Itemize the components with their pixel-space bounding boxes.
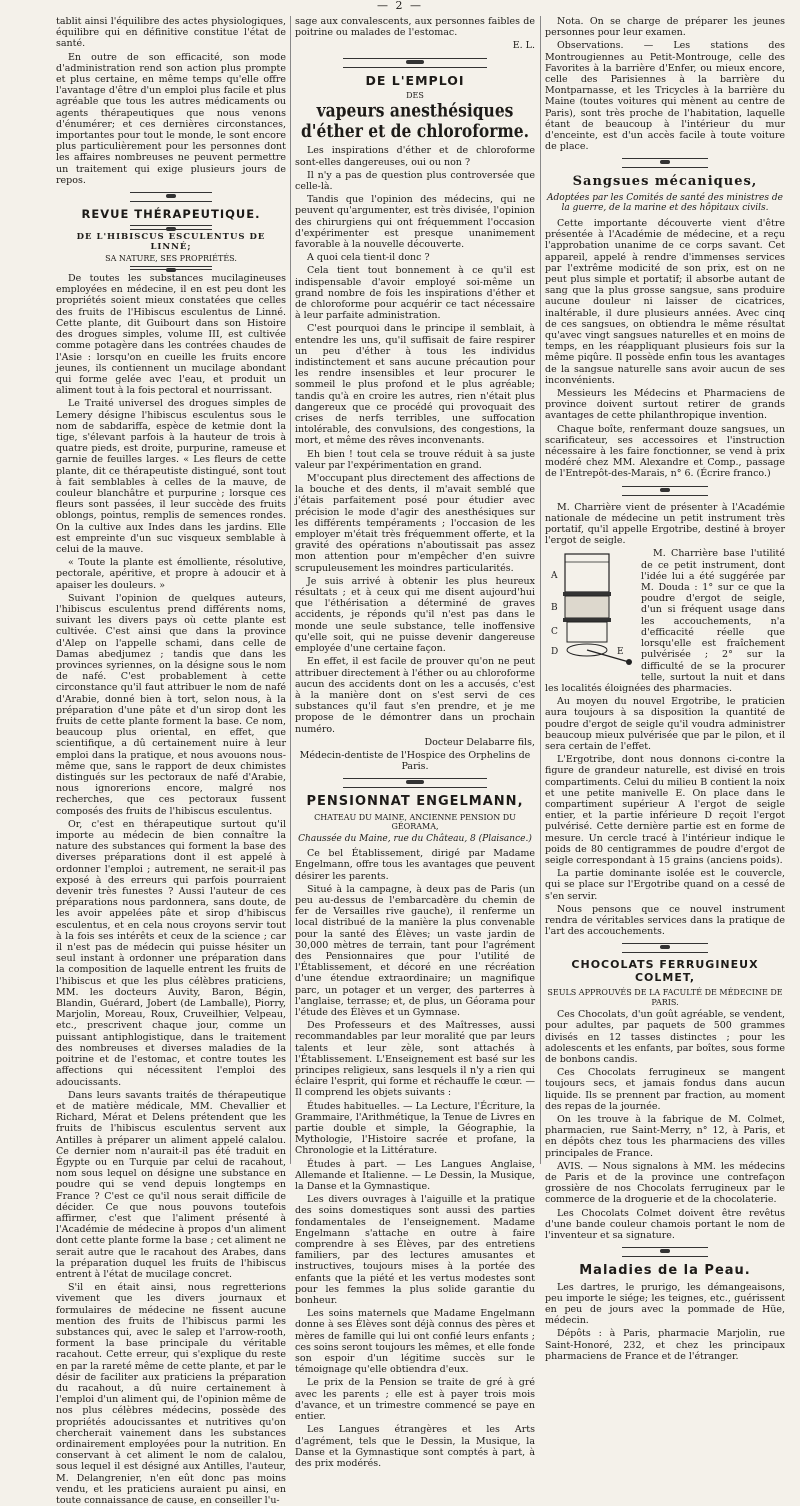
paragraph: Or, c'est en thérapeutique surtout qu'il importe au médecin de bien connaître la nature des substances qui forment la base des diverses préparations dont il est appelé à ordonner l'emploi ; autrement, ne serait-il pas exposé à des erreurs qui parfois pourraient devenir très funestes ? Aussi l'auteur de ces préparations nous pardonnera, sans doute, de les avoir appelées pâte et sirop d'hibiscus esculentus, et en cela nous croyons servir tout à la fois ses intérêts et ceux de la science ; car il n'est pas de médecin qui puisse hésiter un seul instant à ordonner une préparation dans la composition de laquelle entrent les fruits de l'hibiscus et que les plus célèbres praticiens, MM. les docteurs Auvity, Baron, Bégin, Blandin, Guérard, Jobert (de Lamballe), Piorry, Marjolin, Moreau, Roux, Cruveilhier, Velpeau, etc., prescrivent chaque jour, comme un puissant antiphlogistique, dans le traitement des nombreuses et diverses maladies de la poitrine et de l'estomac, et contre toutes les affections qui nécessitent l'emploi des adoucissants. (56, 818, 286, 1088)
paragraph: C'est pourquoi dans le principe il semblait, à entendre les uns, qu'il suffisait de faire respirer un peu d'éther à tous les individus indistinctement et sans aucune précaution pour les rendre insensibles et leur procurer le sommeil le plus profond et le plus agréable; tandis qu'à en croire les autres, rien n'était plus dangereux que ce procédé qui provoquait des crises de nerfs terribles, une suffocation intolérable, des convulsions, des congestions, la mort, et même des rêves inconvenants. (295, 323, 535, 447)
fig-label-c: C (551, 627, 558, 638)
paragraph: L'Ergotribe, dont nous donnons ci-contre la figure de grandeur naturelle, est divisé en trois compartiments. Celui du milieu B contient la noix et une petite manivelle E. On place dans le compartiment supérieur A l'ergot de seigle entier, et la partie inférieure D reçoit l'ergot pulvérisé. Cette dernière partie est en forme de mesure. Un cercle tracé à l'intérieur indique le poids de 80 centigrammes de poudre d'ergot de seigle correspondant à 15 grains (anciens poids). (545, 754, 785, 866)
paragraph: Nous pensons que ce nouvel instrument rendra de véritables services dans la pratique de l'art des accouchements. (545, 903, 785, 938)
paragraph: Suivant l'opinion de quelques auteurs, l'hibiscus esculentus prend différents noms, suivant les divers pays où cette plante est cultivée. C'est ainsi que dans la province d'Alep on l'appelle schami, dans celle de Damas abedjumez ; tandis que dans les provinces syriennes, on la désigne sous le nom de nafé. C'est probablement à cette circonstance qu'il faut attribuer le nom de nafé d'Arabie, donné bien à tort, selon nous, à la préparation d'une pâte et d'un sirop dont les fruits de cette plante forment la base. Ce nom, beaucoup plus oriental, en effet, que scientifique, a dû certainement nuire à leur emploi dans la pratique, et nous avouons nous-même que, sans le rapport de deux chimistes distingués sur les pectoraux de nafé d'Arabie, nous ignorerions encore, malgré nos recherches, que ces pectoraux fussent composés des fruits de l'hibiscus esculentus. (56, 592, 286, 817)
section-title-peau: Maladies de la Peau. (579, 1263, 751, 1279)
paragraph: Ce bel Établissement, dirigé par Madame Engelmann, offre tous les avantages que peuvent désirer les parents. (295, 848, 535, 882)
signature: E. L. (512, 40, 535, 52)
paragraph: Les inspirations d'éther et de chloroforme sont-elles dangereuses, oui ou non ? (295, 145, 535, 168)
paragraph: Dans leurs savants traités de thérapeutique et de matière médicale, MM. Chevallier et Richard, Mérat et Delens prétendent que les fruits de l'hibiscus esculentus servent aux Antilles à préparer un aliment appelé calalou. Ce dernier nom n'aurait-il pas été traduit en Égypte ou en Turquie par celui de racahout, nom sous lequel on désigne une substance en poudre qui se vend depuis longtemps en France ? C'est ce qu'il nous serait difficile de décider. Ce que nous pouvons toutefois affirmer, c'est que l'aliment présenté à l'Académie de médecine à propos d'un aliment dont cette plante forme la base ; cet aliment ne serait autre que le racahout des Arabes, dans la préparation duquel les fruits de l'hibiscus entrent à l'état de mucilage concret. (56, 1089, 286, 1280)
paragraph: En outre de son efficacité, son mode d'administration rend son action plus prompte et plus certaine, en même temps qu'elle offre l'avantage d'être d'un emploi plus facile et plus agréable que tous les autres médicaments ou agents thérapeutiques que nous venons d'énumérer; et ces dernières circonstances, importantes pour tout le monde, le sont encore plus particulièrement pour les personnes dont les affaires nombreuses ne peuvent permettre un traitement qui exige plusieurs jours de repos. (56, 51, 286, 186)
paragraph: tablit ainsi l'équilibre des actes physiologiques, équilibre qui en définitive constitue l'état de santé. (56, 16, 286, 50)
section-title-revue: REVUE THÉRAPEUTIQUE. (81, 207, 261, 222)
section-subtitle: Adoptées par les Comités de santé des ministres de la guerre, de la marine et des hôpitaux civils. (547, 192, 783, 214)
fig-label-e: E (617, 647, 624, 658)
paragraph: Les Chocolats Colmet doivent être revêtus d'une bande couleur chamois portant le nom de l'inventeur et sa signature. (545, 1207, 785, 1242)
paragraph: M. Charrière vient de présenter à l'Académie nationale de médecine un petit instrument très portatif, qu'il appelle Ergotribe, destiné à broyer l'ergot de seigle. (545, 501, 785, 547)
paragraph: Études habituelles. — La Lecture, l'Écriture, la Grammaire, l'Arithmétique, la Tenue de Livres en partie double et simple, la Géographie, la Mythologie, l'Histoire sacrée et profane, la Chronologie et la Littérature. (295, 1100, 535, 1157)
paragraph: Ces Chocolats, d'un goût agréable, se vendent, pour adultes, par paquets de 500 grammes divisés en 12 tasses distinctes ; pour les adolescents et les enfants, par boîtes, sous forme de bonbons candis. (545, 1009, 785, 1065)
rule-divider (130, 266, 213, 270)
paragraph: « Toute la plante est émolliente, résolutive, pectorale, apéritive, et propre à adoucir et à apaiser les douleurs. » (56, 557, 286, 591)
ornament-divider (622, 486, 708, 496)
section-title-des: DES (406, 91, 424, 101)
ornament-divider (622, 943, 708, 953)
column-2 (295, 16, 535, 1469)
column-3 (545, 16, 785, 1362)
section-subtitle: SEULS APPROUVÉS DE LA FACULTÉ DE MÉDECINE DE PARIS. (547, 988, 783, 1007)
paragraph: Cela tient tout bonnement à ce qu'il est indispensable d'avoir employé soi-même un grand nombre de fois les inspirations d'éther et de chloroforme pour acquérir ce tact nécessaire à leur parfaite administration. (295, 265, 535, 322)
paragraph: S'il en était ainsi, nous regretterions vivement que les divers journaux et formulaires de médecine ne fissent aucune mention des fruits de l'hibiscus parmi les substances qui, avec le salep et l'arrow-rooth, forment la base principale du véritable racahout. Cette erreur, qui s'explique du reste en par la rareté même de cette plante, et par le désir de faciliter aux praticiens la préparation du racahout, a dû nuire certainement à l'emploi d'un aliment qui, de l'opinion même de nos plus célèbres médecins, possède des propriétés adoucissantes et nutritives qu'on chercherait vainement dans les substances ordinairement employées pour la nutrition. En conservant à cet aliment le nom de calalou, sous lequel il est désigné aux Antilles, l'auteur, M. Delangrenier, n'en eût donc pas moins vendu, et les praticiens auraient pu ainsi, en toute connaissance de cause, en conseiller l'u- (56, 1282, 286, 1506)
paragraph: Au moyen du nouvel Ergotribe, le praticien aura toujours à sa disposition la quantité de poudre d'ergot de seigle qu'il voudra administrer beaucoup mieux pulvérisée que par le pilon, et il sera certain de l'effet. (545, 696, 785, 752)
paragraph: M'occupant plus directement des affections de la bouche et des dents, il m'avait semblé que j'étais parfaitement posé pour étudier avec précision le mode d'agir des anesthésiques sur les différents tempéraments ; l'occasion de les employer m'était très fréquemment offerte, et la gravité des opérations n'aboutissait pas assez mon attention pour m'empêcher d'en suivre scrupuleusement les moindres particularités. (295, 473, 535, 574)
paragraph: AVIS. — Nous signalons à MM. les médecins de Paris et de la province une contrefaçon grossière de nos Chocolats ferrugineux par le commerce de la droguerie et de la chocolaterie. (545, 1160, 785, 1206)
ergotribe-figure (545, 550, 635, 670)
paragraph: Cette importante découverte vient d'être présentée à l'Académie de médecine, et a reçu l'approbation unanime de ce corps savant. Cet appareil, appelé à rendre d'immenses services par l'extrême modicité de son prix, est on ne peut plus simple et portatif; il absorbe autant de sang que la plus grosse sangsue, sans produire aucune douleur ni laisser de cicatrices, inaltérable, il dure plusieurs années. Avec cinq de ces sangsues, on obtiendra le même résultat qu'avec vingt sangsues naturelles et en moins de temps, en les réappliquant plusieurs fois sur la même piqûre. Il possède enfin tous les avantages de la sangsue naturelle sans avoir aucun de ses inconvénients. (545, 217, 785, 386)
paragraph: Situé à la campagne, à deux pas de Paris (un peu au-dessus de l'embarcadère du chemin de fer de Versailles rive gauche), il renferme un local distribué de la manière la plus convenable pour la santé des Élèves; un vaste jardin de 30,000 mètres de terrain, tant pour l'agrément des Pensionnaires que pour l'utilité de l'Établissement, et décoré en une récréation d'une étendue extraordinaire; un magnifique parc, un potager et un verger, des parterres à l'anglaise, terrasse; et, de plus, un Géorama pour l'étude des Élèves et un Gymnase. (295, 883, 535, 1018)
paragraph: La partie dominante isolée est le couvercle, qui se place sur l'Ergotribe quand on a cessé de s'en servir. (545, 868, 785, 902)
column-rule (290, 16, 291, 1164)
paragraph: Le Traité universel des drogues simples de Lemery désigne l'hibiscus esculentus sous le nom de sabdariffa, espèce de ketmie dont la tige, s'élevant parfois à la hauteur de trois à quatre pieds, est droite, purpurine, rameuse et garnie de feuilles larges. « Les fleurs de cette plante, dit ce thérapeutiste distingué, sont tout à fait semblables à celles de la mauve, de couleur blanchâtre et purpurine ; lorsque ces fleurs sont passées, il leur succède des fruits oblongs, pointus, remplis de semences rondes. On la cultive aux Indes dans les jardins. Elle est empreinte d'un suc visqueux semblable à celui de la mauve. (56, 398, 286, 555)
paragraph: Études à part. — Les Langues Anglaise, Allemande et Italienne. — Le Dessin, la Musique, la Danse et la Gymnastique. (295, 1158, 535, 1193)
fig-label-d: D (551, 647, 559, 658)
paragraph: Messieurs les Médecins et Pharmaciens de province doivent surtout retirer de grands avantages de cette philanthropique invention. (545, 388, 785, 422)
section-title-sangsues: Sangsues mécaniques, (572, 174, 758, 190)
page-number: — 2 — (377, 0, 423, 12)
paragraph: sage aux convalescents, aux personnes faibles de poitrine ou malades de l'estomac. (295, 16, 535, 39)
paragraph: Les soins maternels que Madame Engelmann donne à ses Élèves sont déjà connus des pères et mères de famille qui lui ont confié leurs enfants ; ces soins seront toujours les mêmes, et elle fonde son espoir d'un légitime succès sur le témoignage qu'elle obtiendra d'eux. (295, 1308, 535, 1376)
paragraph: On les trouve à la fabrique de M. Colmet, pharmacien, rue Saint-Merry, n° 12, à Paris, et en dépôts chez tous les pharmaciens des villes principales de France. (545, 1114, 785, 1159)
ornament-divider (343, 778, 487, 788)
address: Chaussée du Maine, rue du Château, 8 (Plaisance.) (298, 833, 532, 844)
column-rule (540, 16, 541, 1164)
ornament-divider (622, 158, 708, 168)
paragraph: M. Charrière base l'utilité de ce petit instrument, dont l'idée lui a été suggérée par M. Douda : 1° sur ce que la poudre d'ergot de seigle, d'un si fréquent usage dans les accouchements, n'a d'efficacité réelle que lorsqu'elle est fraîchement pulvérisée ; 2° sur la difficulté de se la procurer telle, surtout la nuit et dans les localités éloignées des pharmacies. (545, 548, 785, 694)
section-title-vapeurs: vapeurs anesthésiques d'éther et de chloroforme. (300, 98, 530, 142)
fig-label-b: B (551, 603, 558, 614)
ornament-divider (130, 192, 213, 202)
section-subtitle: CHATEAU DU MAINE, ANCIENNE PENSION DU GÉORAMA, (314, 812, 516, 832)
rule-divider (130, 225, 213, 230)
paragraph: De toutes les substances mucilagineuses employées en médecine, il en est peu dont les propriétés soient mieux constatées que celles des fruits de l'Hibiscus esculentus de Linné. Cette plante, dit Guibourt dans son Histoire des drogues simples, volume III, est cultivée comme potagère dans les contrées chaudes de l'Asie : lorsqu'on en cueille les fruits encore jeunes, ils contiennent un mucilage abondant qui forme gelée avec l'eau, et produit un aliment tout à la fois pectoral et nourrissant. (56, 273, 286, 397)
paragraph: Les Langues étrangères et les Arts d'agrément, tels que le Dessin, la Musique, la Danse et la Gymnastique sont comptés à part, à des prix modérés. (295, 1424, 535, 1469)
paragraph: Tandis que l'opinion des médecins, qui ne peuvent qu'argumenter, est très divisée, l'opinion des chirurgiens qui ont fréquemment l'occasion d'expérimenter est presque unanimement favorable à la nouvelle découverte. (295, 194, 535, 250)
paragraph: Je suis arrivé à obtenir les plus heureux résultats ; et à ceux qui me disent aujourd'hui que l'éthérisation a déterminé de graves accidents, je réponds qu'il n'est pas dans le monde une seule substance, telle inoffensive qu'elle soit, qui ne puisse devenir dangereuse employée d'une certaine façon. (295, 575, 535, 655)
fig-label-a: A (551, 571, 558, 582)
paragraph: Observations. — Les stations des Montrougiennes au Petit-Montrouge, celle des Favorites à la barrière d'Enfer, ou mieux encore, celle des Parisiennes à la barrière du Montparnasse, et les Tricycles à la barrière du Maine (toutes voitures qui mènent au centre de Paris), sont très proche de l'habitation, laquelle étant de beaucoup à l'intérieur du mur d'enceinte, est d'un accès facile à toute voiture de place. (545, 40, 785, 153)
paragraph: A quoi cela tient-il donc ? (307, 252, 430, 264)
paragraph: Les divers ouvrages à l'aiguille et la pratique des soins domestiques sont aussi des parties fondamentales de l'enseignement. Madame Engelmann s'attache en outre à faire comprendre à ses Élèves, par des entretiens familiers, par des lectures amusantes et instructives, toujours mises à la portée des enfants que la piété et les vertus modestes sont pour les femmes la plus solide garantie du bonheur. (295, 1194, 535, 1307)
section-title-chocolats: CHOCOLATS FERRUGINEUX COLMET, (571, 958, 759, 985)
paragraph: En effet, il est facile de prouver qu'on ne peut attribuer directement à l'éther ou au chloroforme aucun des accidents dont on les a accusés, c'est à la manière dont on s'est servi de ces substances qu'il faut s'en prendre, et je me propose de le démontrer dans un prochain numéro. (295, 656, 535, 735)
paragraph: Ces Chocolats ferrugineux se mangent toujours secs, et jamais fondus dans aucun liquide. Ils se prennent par fraction, au moment des repas de la journée. (545, 1067, 785, 1112)
section-title-emploi: DE L'EMPLOI (365, 72, 465, 88)
section-title-pensionnat: PENSIONNAT ENGELMANN, (306, 794, 524, 810)
paragraph: Les dartres, le prurigo, les démangeaisons, peu importe le siége; les teignes, etc., guérissent en peu de jours avec la pommade de Hüe, médecin. (545, 1281, 785, 1327)
section-subsubtitle: SA NATURE, SES PROPRIÉTÉS. (105, 253, 237, 263)
paragraph: Le prix de la Pension se traite de gré à gré avec les parents ; elle est à payer trois mois d'avance, et un trimestre commencé se paye en entier. (295, 1377, 535, 1423)
ornament-divider (622, 1247, 708, 1257)
ornament-divider (343, 58, 487, 68)
paragraph: Des Professeurs et des Maîtresses, aussi recommandables par leur moralité que par leurs talents et leur zèle, sont attachés à l'Établissement. L'Enseignement est basé sur les principes religieux, sans lesquels il n'y a rien qui éclaire l'esprit, qui forme et réchauffe le cœur. — Il comprend les objets suivants : (295, 1020, 535, 1099)
paragraph: Nota. On se charge de préparer les jeunes personnes pour leur examen. (545, 16, 785, 39)
signature-title: Médecin-dentiste de l'Hospice des Orphelins de Paris. (299, 749, 531, 773)
paragraph: Chaque boîte, renfermant douze sangsues, un scarificateur, ses accessoires et l'instruction nécessaire à les faire fonctionner, se vend à prix modéré chez MM. Alexandre et Comp., passage de l'Entrepôt-des-Marais, n° 6. (Écrire franco.) (545, 423, 785, 480)
paragraph: Il n'y a pas de question plus controversée que celle-là. (295, 169, 535, 192)
section-subtitle: DE L'HIBISCUS ESCULENTUS DE LINNÉ; (76, 231, 266, 252)
column-1 (56, 16, 286, 1506)
paragraph: Dépôts : à Paris, pharmacie Marjolin, rue Saint-Honoré, 232, et chez les principaux pharmaciens de France et de l'étranger. (545, 1328, 785, 1362)
paragraph: Eh bien ! tout cela se trouve réduit à sa juste valeur par l'expérimentation en grand. (295, 448, 535, 471)
signature: Docteur Delabarre fils, (424, 736, 535, 748)
ergotribe-illustration (545, 550, 635, 670)
